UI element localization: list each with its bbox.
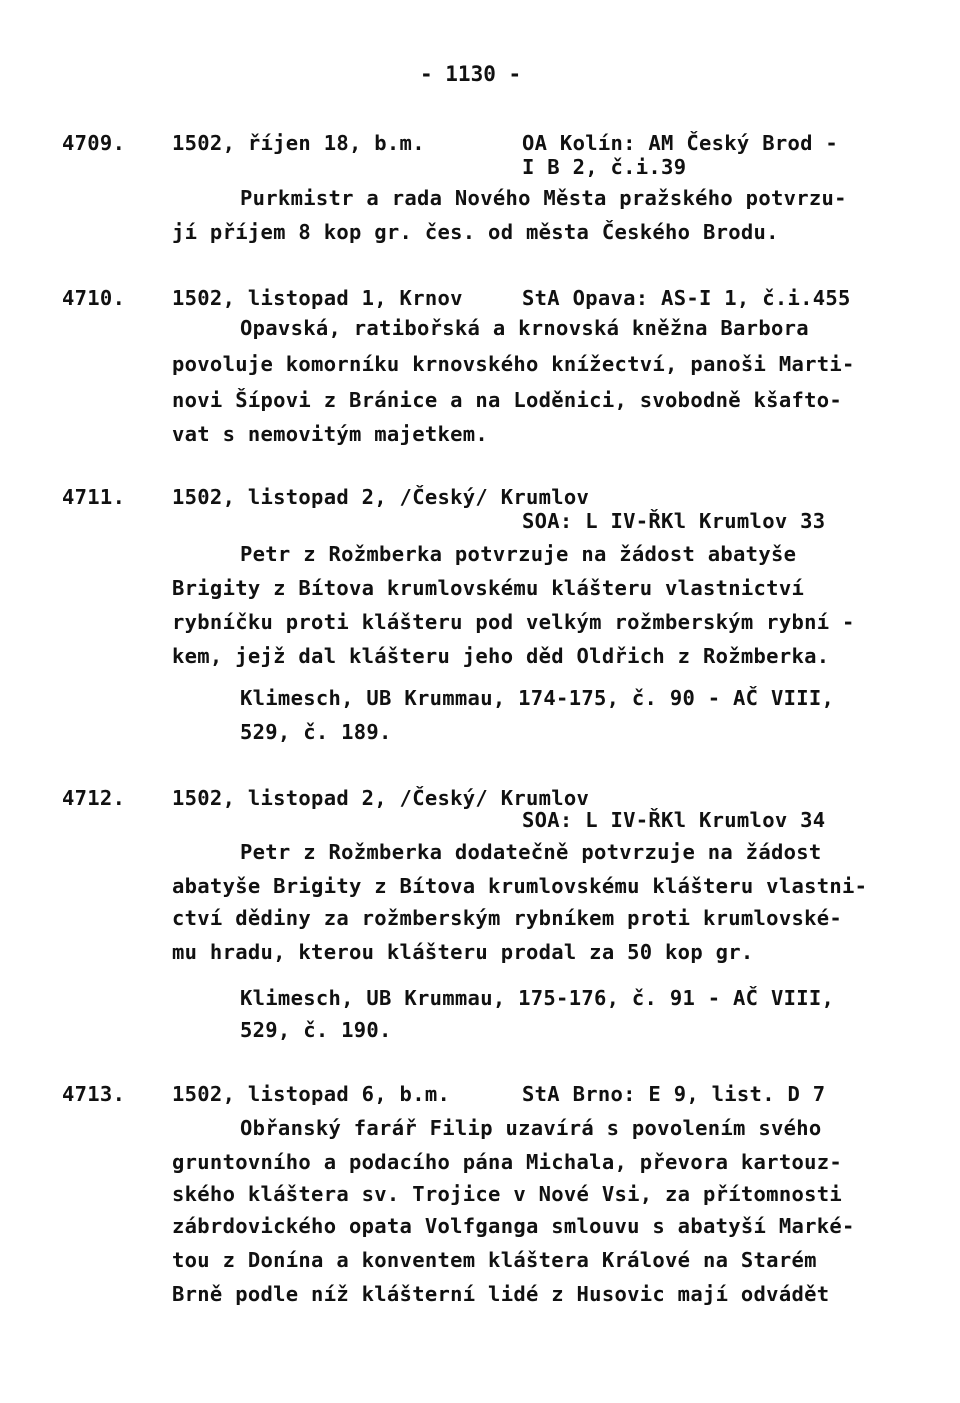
entry-number: 4713. xyxy=(62,1082,126,1106)
entry-date: 1502, listopad 2, /Český/ Krumlov xyxy=(172,786,590,810)
entry-archive: StA Opava: AS-I 1, č.i.455 xyxy=(522,286,851,310)
page-number: - 1130 - xyxy=(420,62,522,86)
entry-literature: 529, č. 190. xyxy=(240,1018,392,1042)
entry-text-line: rybníčku proti klášteru pod velkým rožmberským rybní - xyxy=(172,610,855,634)
entry-archive: OA Kolín: AM Český Brod - xyxy=(522,131,839,155)
entry-text-line: ského kláštera sv. Trojice v Nové Vsi, za přítomnosti xyxy=(172,1182,843,1206)
entry-text-line: povoluje komorníku krnovského knížectví, panoši Marti- xyxy=(172,352,855,376)
entry-text-line: vat s nemovitým majetkem. xyxy=(172,422,489,446)
entry-literature: Klimesch, UB Krummau, 174-175, č. 90 - AČ VIII, xyxy=(240,686,835,710)
entry-text-line: jí příjem 8 kop gr. čes. od města Českého Brodu. xyxy=(172,220,779,244)
entry-archive: SOA: L IV-ŘKl Krumlov 33 xyxy=(522,509,826,533)
entry-literature: 529, č. 189. xyxy=(240,720,392,744)
entry-text-line: Brně podle níž klášterní lidé z Husovic mají odvádět xyxy=(172,1282,830,1306)
entry-text-line: Purkmistr a rada Nového Města pražského potvrzu- xyxy=(240,186,847,210)
entry-text-line: abatyše Brigity z Bítova krumlovskému klášteru vlastni- xyxy=(172,874,868,898)
entry-date: 1502, listopad 2, /Český/ Krumlov xyxy=(172,485,590,509)
entry-archive: SOA: L IV-ŘKl Krumlov 34 xyxy=(522,808,826,832)
entry-text-line: Opavská, ratibořská a krnovská kněžna Barbora xyxy=(240,316,809,340)
entry-date: 1502, listopad 6, b.m. xyxy=(172,1082,451,1106)
entry-number: 4712. xyxy=(62,786,126,810)
entry-text-line: tou z Donína a konventem kláštera Králové na Starém xyxy=(172,1248,817,1272)
entry-text-line: Petr z Rožmberka potvrzuje na žádost abatyše xyxy=(240,542,797,566)
entry-archive: I B 2, č.i.39 xyxy=(522,155,687,179)
entry-text-line: ctví dědiny za rožmberským rybníkem proti krumlovské- xyxy=(172,906,843,930)
entry-number: 4710. xyxy=(62,286,126,310)
entry-text-line: gruntovního a podacího pána Michala, převora kartouz- xyxy=(172,1150,843,1174)
entry-date: 1502, říjen 18, b.m. xyxy=(172,131,425,155)
entry-date: 1502, listopad 1, Krnov xyxy=(172,286,463,310)
entry-text-line: Petr z Rožmberka dodatečně potvrzuje na žádost xyxy=(240,840,822,864)
entry-literature: Klimesch, UB Krummau, 175-176, č. 91 - AČ VIII, xyxy=(240,986,835,1010)
entry-text-line: mu hradu, kterou klášteru prodal za 50 kop gr. xyxy=(172,940,754,964)
entry-text-line: Brigity z Bítova krumlovskému klášteru vlastnictví xyxy=(172,576,805,600)
entry-text-line: zábrdovického opata Volfganga smlouvu s abatyší Marké- xyxy=(172,1214,855,1238)
entry-text-line: kem, jejž dal klášteru jeho děd Oldřich z Rožmberka. xyxy=(172,644,830,668)
entry-archive: StA Brno: E 9, list. D 7 xyxy=(522,1082,826,1106)
entry-text-line: Obřanský farář Filip uzavírá s povolením svého xyxy=(240,1116,822,1140)
entry-number: 4709. xyxy=(62,131,126,155)
entry-number: 4711. xyxy=(62,485,126,509)
entry-text-line: novi Šípovi z Bránice a na Loděnici, svobodně kšafto- xyxy=(172,388,843,412)
